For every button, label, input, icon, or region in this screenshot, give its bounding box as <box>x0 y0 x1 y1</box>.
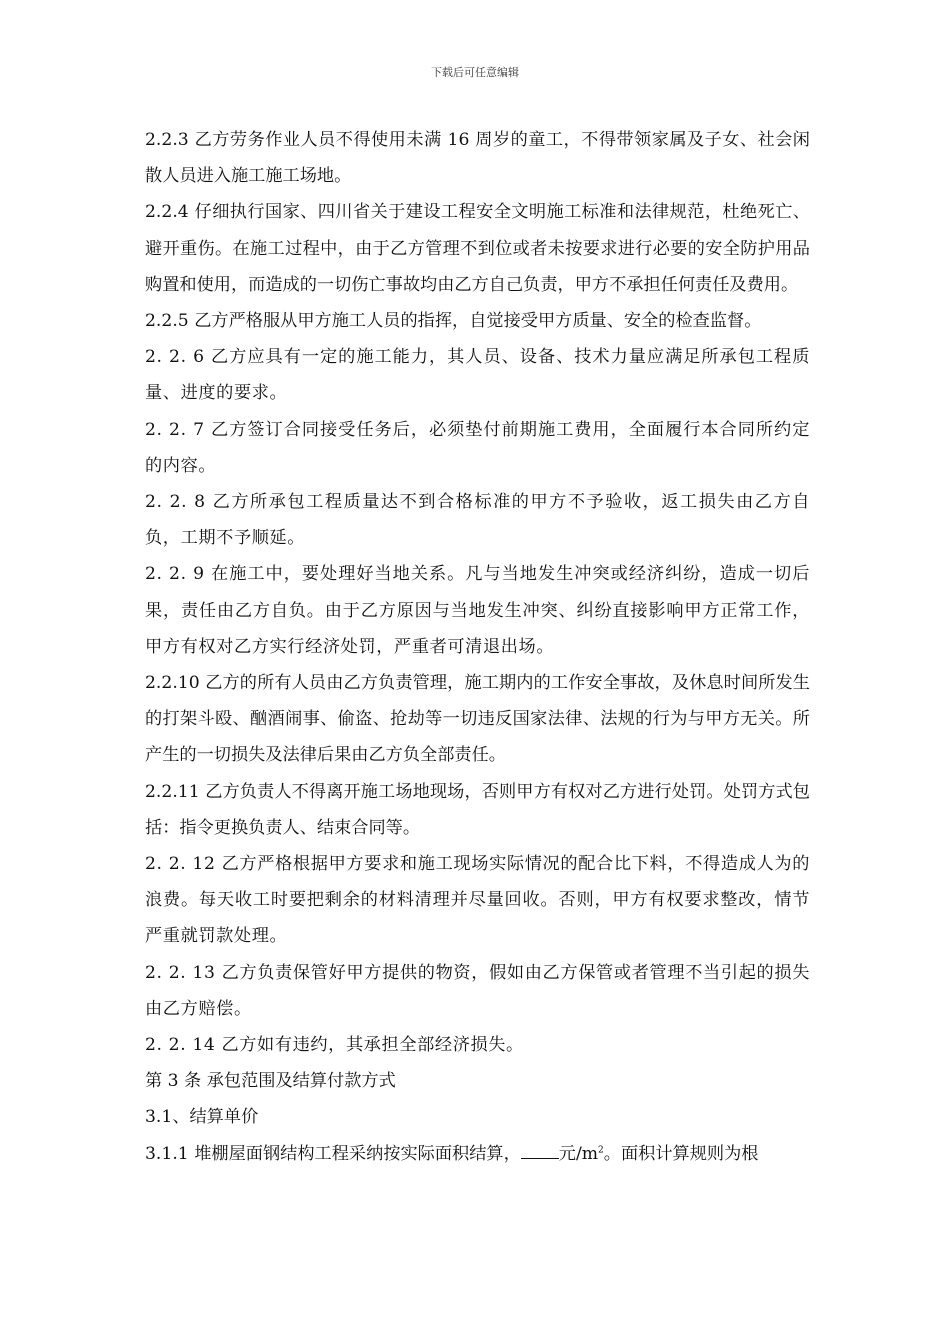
clause-3-1-1-unit: 元/m <box>558 1143 599 1164</box>
clause-2-2-9: 2. 2. 9 在施工中，要处理好当地关系。凡与当地发生冲突或经济纠纷，造成一切后果，责任由乙方自负。由于乙方原因与当地发生冲突、纠纷直接影响甲方正常工作，甲方有权对乙方实行经济处罚，严重者可清退出场。 <box>145 564 810 657</box>
clause-2-2-5: 2.2.5 乙方严格服从甲方施工人员的指挥，自觉接受甲方质量、安全的检查监督。 <box>145 311 762 332</box>
article-3-heading: 第 3 条 承包范围及结算付款方式 <box>145 1071 396 1092</box>
page-header: 下载后可任意编辑 <box>431 66 519 79</box>
clause-2-2-4: 2.2.4 仔细执行国家、四川省关于建设工程安全文明施工标准和法律规范，杜绝死亡、避开重伤。在施工过程中，由于乙方管理不到位或者未按要求进行必要的安全防护用品购置和使用，而造成的一切伤亡事故均由乙方自己负责，甲方不承担任何责任及费用。 <box>145 202 810 295</box>
clause-3-1-1-prefix: 3.1.1 堆棚屋面钢结构工程采纳按实际面积结算， <box>145 1143 521 1164</box>
clause-3-1-1-suffix: 。面积计算规则为根 <box>603 1143 759 1164</box>
clause-2-2-6: 2. 2. 6 乙方应具有一定的施工能力，其人员、设备、技术力量应满足所承包工程质量、进度的要求。 <box>145 347 810 404</box>
section-3-1-heading: 3.1、结算单价 <box>145 1107 259 1128</box>
document-body <box>145 122 810 1172</box>
clause-2-2-13: 2. 2. 13 乙方负责保管好甲方提供的物资，假如由乙方保管或者管理不当引起的损失由乙方赔偿。 <box>145 962 810 1019</box>
clause-2-2-7: 2. 2. 7 乙方签订合同接受任务后，必须垫付前期施工费用，全面履行本合同所约定的内容。 <box>145 419 810 476</box>
clause-2-2-3: 2.2.3 乙方劳务作业人员不得使用未满 16 周岁的童工，不得带领家属及子女、社会闲散人员进入施工施工场地。 <box>145 130 810 187</box>
clause-3-1-1 <box>145 1136 810 1172</box>
clause-2-2-11: 2.2.11 乙方负责人不得离开施工场地现场，否则甲方有权对乙方进行处罚。处罚方式包括：指令更换负责人、结束合同等。 <box>145 781 810 838</box>
clause-2-2-10: 2.2.10 乙方的所有人员由乙方负责管理，施工期内的工作安全事故，及休息时间所发生的打架斗殴、酗酒闹事、偷盗、抢劫等一切违反国家法律、法规的行为与甲方无关。所产生的一切损失及法律后果由乙方负全部责任。 <box>145 673 810 766</box>
clause-2-2-12: 2. 2. 12 乙方严格根据甲方要求和施工现场实际情况的配合比下料，不得造成人为的浪费。每天收工时要把剩余的材料清理并尽量回收。否则，甲方有权要求整改，情节严重就罚款处理。 <box>145 854 810 947</box>
clause-2-2-8: 2. 2. 8 乙方所承包工程质量达不到合格标准的甲方不予验收，返工损失由乙方自负，工期不予顺延。 <box>145 492 810 549</box>
clause-2-2-14: 2. 2. 14 乙方如有违约，其承担全部经济损失。 <box>145 1035 524 1056</box>
price-blank-field <box>521 1144 559 1159</box>
clause-3-1-1-sup: 2 <box>598 1144 604 1155</box>
